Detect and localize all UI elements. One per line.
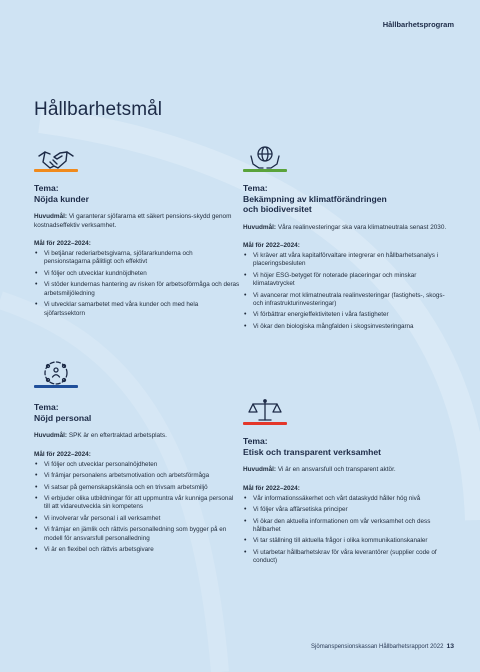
goals-title: Mål för 2022–2024: — [34, 450, 91, 458]
section-climate — [243, 183, 453, 334]
main-goal-text: SPK är en eftertraktad arbetsplats. — [68, 432, 167, 439]
section-heading — [243, 183, 453, 215]
list-item: • Vi ökar den aktuella informationen om vår verksamhet och dess hållbarhet — [243, 518, 453, 535]
list-item: • Vi kräver att våra kapitalförvaltare integrerar en hållbarhetsanalys i placeringsbesluten — [243, 252, 453, 269]
list-item: • Vi följer och utvecklar personalnöjdheten — [34, 461, 240, 469]
list-item: • Vi involverar vår personal i all verksamhet — [34, 515, 240, 523]
list-item: • Vi avancerar mot klimatneutrala realinvesteringar (fastighets-, skogs- och infrastrukturinvesteringar) — [243, 292, 453, 309]
main-goal-label: Huvudmål: — [34, 213, 68, 220]
heading-prefix: Tema: — [34, 183, 59, 193]
header-label: Hållbarhetsprogram — [382, 20, 454, 29]
page-title: Hållbarhetsmål — [34, 99, 163, 120]
main-goal-label: Huvudmål: — [243, 466, 277, 473]
main-goal — [34, 432, 240, 441]
main-goal-label: Huvudmål: — [34, 432, 68, 439]
footer-text: Sjömanspensionskassan Hållbarhetsrapport 2022 — [311, 644, 444, 650]
list-item: • Vår informationssäkerhet och vårt dataskydd håller hög nivå — [243, 495, 453, 503]
section-heading — [34, 402, 240, 423]
heading-prefix: Tema: — [243, 436, 268, 446]
accent-bar-blue — [34, 385, 78, 388]
list-item: • Vi betjänar rederiarbetsgivarna, sjöfararkunderna och pensionstagarna pålitligt och effektivt — [34, 250, 240, 267]
main-goal — [243, 224, 453, 233]
section-customers — [34, 183, 240, 321]
heading-title: Etisk och transparent verksamhet — [243, 446, 382, 457]
list-item: • Vi stöder kundernas hantering av risken för arbetsoförmåga och deras arbetsmiljöledning — [34, 281, 240, 298]
section-icon-personnel — [34, 354, 78, 388]
section-personnel — [34, 402, 240, 558]
heading-title-cont: och biodiversitet — [243, 204, 312, 214]
section-ethics — [243, 436, 453, 569]
main-goal — [34, 213, 240, 230]
list-item: • Vi ökar den biologiska mångfalden i skogsinvesteringarna — [243, 323, 453, 331]
goals-list — [34, 461, 240, 555]
goals-list — [243, 252, 453, 331]
list-item: • Vi utarbetar hållbarhetskrav för våra leverantörer (supplier code of conduct) — [243, 549, 453, 566]
main-goal-text: Våra realinvesteringar ska vara klimatneutrala senast 2030. — [277, 223, 447, 231]
list-item: • Vi förbättrar energieffektiviteten i våra fastigheter — [243, 311, 453, 319]
list-item: • Vi höjer ESG-betyget för noterade placeringar och minskar klimatavtrycket — [243, 272, 453, 289]
heading-title: Nöjd personal — [34, 412, 92, 423]
scales-icon — [245, 397, 285, 425]
people-circle-icon — [36, 358, 76, 388]
page-number: 13 — [446, 643, 454, 650]
list-item: • Vi följer våra affärsetiska principer — [243, 506, 453, 514]
section-icon-customers — [34, 138, 78, 172]
handshake-icon — [36, 144, 76, 172]
accent-bar-red — [243, 422, 287, 425]
goals-title: Mål för 2022–2024: — [34, 240, 91, 248]
list-item: • Vi tar ställning till aktuella frågor i olika kommunikationskanaler — [243, 537, 453, 545]
section-heading — [34, 183, 240, 204]
section-icon-climate — [243, 138, 287, 172]
list-item: • Vi främjar en jämlik och rättvis personalledning som bygger på en modell för ansvarsfull personalledning — [34, 526, 240, 543]
main-goal-label: Huvudmål: — [243, 223, 277, 231]
main-goal — [243, 466, 453, 475]
list-item: • Vi erbjuder olika utbildningar för att uppmuntra vår kunniga personal till att vidareutveckla sin kompetens — [34, 495, 240, 512]
accent-bar-green — [243, 169, 287, 172]
goals-list — [34, 250, 240, 318]
goals-title: Mål för 2022–2024: — [243, 484, 300, 492]
heading-title: Bekämpning av klimatförändringen — [243, 193, 387, 204]
goals-list — [243, 495, 453, 566]
main-goal-text: Vi garanterar sjöfararna ett säkert pensions-skydd genom kostnadseffektiv verksamhet. — [34, 213, 232, 229]
heading-prefix: Tema: — [34, 402, 59, 412]
heading-prefix: Tema: — [243, 183, 268, 193]
globe-hands-icon — [245, 144, 285, 172]
list-item: • Vi utvecklar samarbetet med våra kunder och med hela sjöfartssektorn — [34, 301, 240, 318]
section-heading — [243, 436, 453, 457]
main-goal-text: Vi är en ansvarsfull och transparent aktör. — [277, 466, 396, 473]
accent-bar-orange — [34, 169, 78, 172]
list-item: • Vi är en flexibel och rättvis arbetsgivare — [34, 546, 240, 554]
list-item: • Vi främjar personalens arbetsmotivation och arbetsförmåga — [34, 472, 240, 480]
section-icon-ethics — [243, 391, 287, 425]
list-item: • Vi satsar på gemenskapskänsla och en trivsam arbetsmiljö — [34, 484, 240, 492]
page-footer — [311, 643, 454, 650]
list-item: • Vi följer och utvecklar kundnöjdheten — [34, 270, 240, 278]
heading-title: Nöjda kunder — [34, 193, 89, 204]
goals-title: Mål för 2022–2024: — [243, 242, 300, 250]
